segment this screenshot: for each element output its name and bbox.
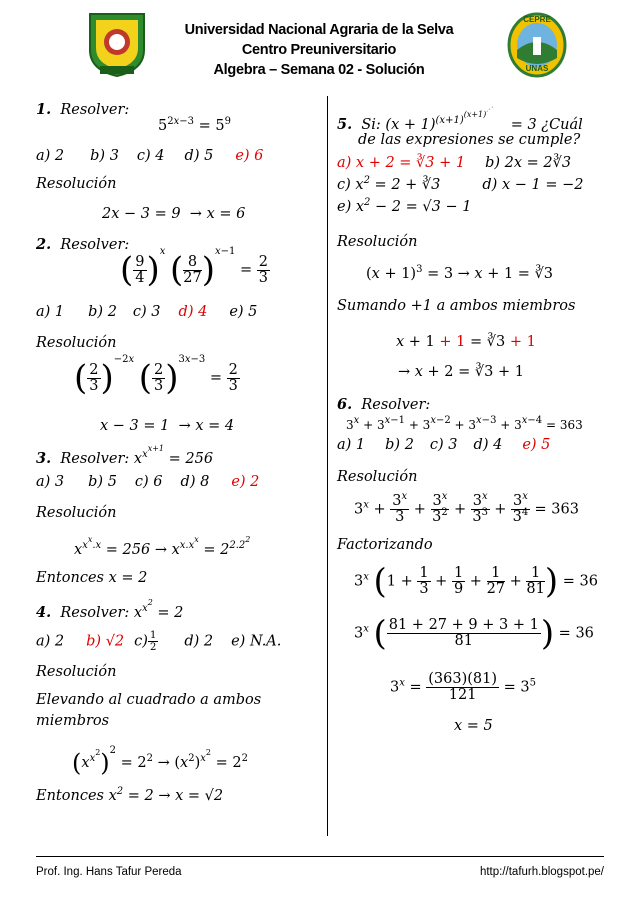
problem-6-step-1: $3^𝑥$ + $\frac{3^𝑥}{3}$ + $\frac{3^𝑥}{3^2}$ + $\frac{3^𝑥}{3^3}$ + $\frac{3^𝑥}{3^4}$ = 363 bbox=[354, 491, 579, 525]
problem-2-step: ( $\frac{2}{3}$ )$^{-2𝑥}$ ( $\frac{2}{3}$ )$^{3𝑥-3}$ = $\frac{2}{3}$ bbox=[74, 354, 238, 398]
problem-6-options: a) 1 b) 2 c) 3 d) 4 e) 5 bbox=[337, 437, 551, 453]
problem-4-step: (𝑥$^{𝑥^2}$)$^2$ = $2^2$ → (𝑥$^2$)$^{𝑥^2}$ = $2^2$ bbox=[72, 745, 248, 777]
problem-6-resolution-label: Resolución bbox=[337, 469, 418, 485]
problem-1-solution: 2𝑥 − 3 = 9 → 𝑥 = 6 bbox=[102, 206, 246, 222]
problem-1-equation: $5^{2𝑥-3} = 5^9$ bbox=[158, 116, 231, 134]
center-name: Centro Preuniversitario bbox=[241, 42, 397, 58]
problem-4-header: 4. Resolver: 𝑥$^{𝑥^2}$ = 2 bbox=[36, 598, 184, 621]
problem-6-solution: 𝑥 = 5 bbox=[454, 718, 493, 734]
problem-6-step-2: $3^𝑥$ (1 + $\frac{1}{3}$ + $\frac{1}{9}$ + $\frac{1}{27}$ + $\frac{1}{81}$ ) = 36 bbox=[354, 561, 598, 602]
problem-5-step-3: → 𝑥 + 2 = ∛3 + 1 bbox=[398, 364, 524, 380]
footer-divider bbox=[36, 856, 604, 857]
problem-6-equation: $3^𝑥 + 3^{𝑥-1} + 3^{𝑥-2} + 3^{𝑥-3} + 3^{𝑥-4} = 363$ bbox=[346, 415, 583, 432]
problem-6-step-4: $3^𝑥$ = $\frac{(363)(81)}{121}$ = $3^5$ bbox=[390, 671, 536, 703]
unas-logo-text: UNAS bbox=[525, 64, 549, 73]
problem-6-header: 6. Resolver: bbox=[337, 396, 431, 413]
problem-5-options-row-2: c) 𝑥$^2$ = 2 + ∛3 d) 𝑥 − 1 = −2 bbox=[337, 175, 584, 193]
problem-4-conclusion: Entonces 𝑥$^2$ = 2 → 𝑥 = √2 bbox=[36, 786, 224, 804]
problem-5-resolution-label: Resolución bbox=[337, 234, 418, 250]
problem-5-header: 5. Si: (𝑥 + 1)$^{(𝑥+1)^{(𝑥+1)^⋰}}$ = 3 ¿Cuál bbox=[337, 106, 583, 133]
problem-5-question: de las expresiones se cumple? bbox=[358, 132, 581, 148]
problem-4-step-text-2: miembros bbox=[36, 713, 110, 729]
problem-4-step-text-1: Elevando al cuadrado a ambos bbox=[36, 692, 262, 708]
problem-3-options: a) 3 b) 5 c) 6 d) 8 e) 2 bbox=[36, 474, 260, 490]
problem-5-options-row-3: e) 𝑥$^2$ − 2 = √3 − 1 bbox=[337, 197, 472, 215]
problem-3-header: 3. Resolver: 𝑥$^{𝑥^{𝑥+1}}$ = 256 bbox=[36, 444, 214, 467]
problem-2-resolution-label: Resolución bbox=[36, 335, 117, 351]
problem-6-note: Factorizando bbox=[337, 537, 433, 553]
problem-5-options-row-1: a) 𝑥 + 2 = ∛3 + 1 b) 2𝑥 = 2∛3 bbox=[337, 155, 572, 171]
problem-1-options: a) 2 b) 3 c) 4 d) 5 e) 6 bbox=[36, 148, 264, 164]
problem-5-step-1: (𝑥 + 1)$^3$ = 3 → 𝑥 + 1 = ∛3 bbox=[366, 264, 554, 282]
problem-3-conclusion: Entonces 𝑥 = 2 bbox=[36, 570, 148, 586]
problem-4-resolution-label: Resolución bbox=[36, 664, 117, 680]
footer-author: Prof. Ing. Hans Tafur Pereda bbox=[36, 866, 182, 878]
problem-1-header: 1. Resolver: bbox=[36, 101, 130, 118]
problem-2-solution: 𝑥 − 3 = 1 → 𝑥 = 4 bbox=[100, 418, 235, 434]
cepre-logo-text: CEPRE bbox=[523, 15, 551, 24]
problem-2-header: 2. Resolver: bbox=[36, 236, 130, 253]
problem-6-step-3: $3^𝑥$ ( $\frac{81 + 27 + 9 + 3 + 1}{81}$ ) = 36 bbox=[354, 613, 594, 654]
column-divider bbox=[327, 96, 328, 836]
problem-2-equation: ( $\frac{9}{4}$ )$^𝑥$ ( $\frac{8}{27}$ )$^{𝑥-1}$ = $\frac{2}{3}$ bbox=[120, 246, 268, 290]
university-name: Universidad Nacional Agraria de la Selva bbox=[184, 22, 454, 38]
problem-5-note: Sumando +1 a ambos miembros bbox=[337, 298, 576, 314]
page-subtitle: Algebra – Semana 02 - Solución bbox=[213, 62, 425, 78]
problem-4-options: a) 2 b) √2 c) $\frac{1}{2}$ d) 2 e) N.A. bbox=[36, 630, 282, 653]
problem-2-options: a) 1 b) 2 c) 3 d) 4 e) 5 bbox=[36, 304, 258, 320]
footer-url[interactable]: http://tafurh.blogspot.pe/ bbox=[479, 866, 604, 878]
problem-3-step: 𝑥$^{𝑥^𝑥.𝑥}$ = 256 → 𝑥$^{𝑥.𝑥^𝑥}$ = $2^{2.2^2}$ bbox=[74, 535, 251, 558]
problem-5-step-2: 𝑥 + 1 + 1 = ∛3 + 1 bbox=[396, 334, 536, 350]
problem-3-resolution-label: Resolución bbox=[36, 505, 117, 521]
problem-1-resolution-label: Resolución bbox=[36, 176, 117, 192]
page-header bbox=[0, 0, 638, 92]
